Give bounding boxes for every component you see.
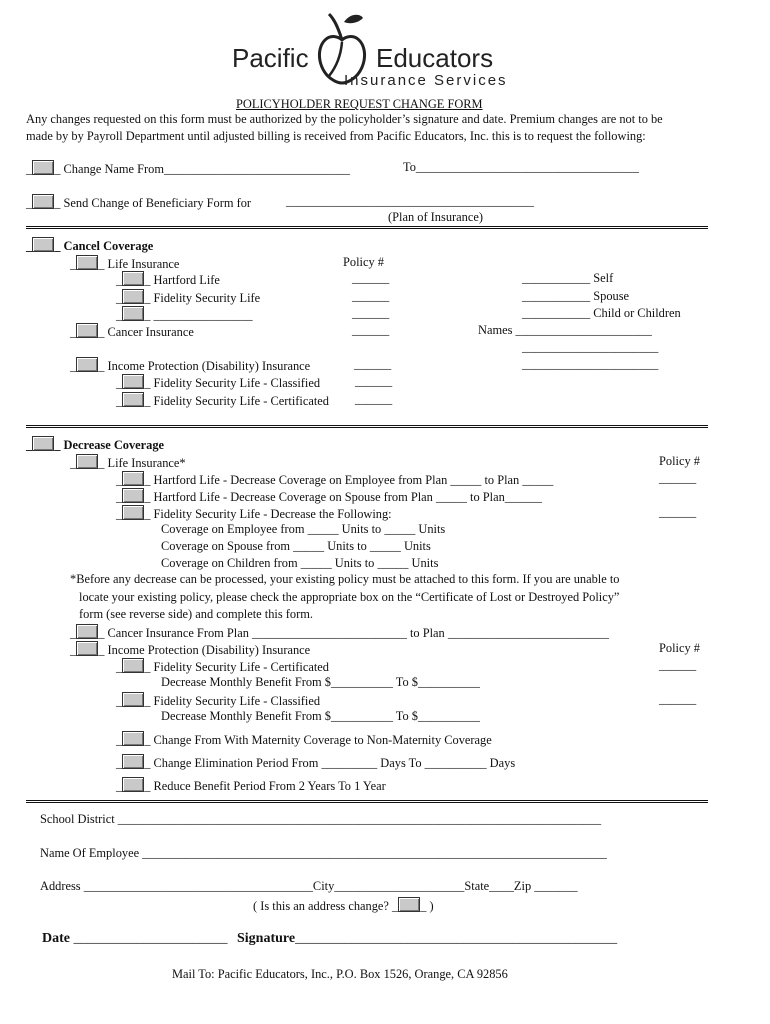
decrease-benefit-period-row: _ _ Reduce Benefit Period From 2 Years To 1 Year xyxy=(116,779,386,793)
cancel-fsl-certificated-row: _ _ Fidelity Security Life - Certificated xyxy=(116,394,329,408)
decrease-fsl-cert-policy[interactable]: ______ xyxy=(659,658,697,672)
cancel-spouse-field[interactable]: ___________ Spouse xyxy=(522,289,630,303)
beneficiary-label: _ Send Change of Beneficiary Form for xyxy=(54,196,252,210)
decrease-note-line-3: form (see reverse side) and complete this form. xyxy=(79,607,313,621)
mail-to: Mail To: Pacific Educators, Inc., P.O. Box 1526, Orange, CA 92856 xyxy=(172,967,508,981)
change-name-row: _ _ Change Name From______________________________ xyxy=(26,162,350,176)
cancel-policy-header: Policy # xyxy=(343,255,384,269)
cancel-cancer-checkbox[interactable] xyxy=(76,323,98,338)
decrease-cancer-checkbox[interactable] xyxy=(76,624,98,639)
section-divider xyxy=(26,425,708,428)
cancel-income-checkbox[interactable] xyxy=(76,357,98,372)
address-field[interactable]: Address _____________________________________City_____________________State____Zip _______ xyxy=(40,879,578,893)
cancel-cancer-policy[interactable]: ______ xyxy=(352,323,390,337)
decrease-fsl-cert-row: _ _ Fidelity Security Life - Certificated xyxy=(116,660,329,674)
decrease-hartford-sp-row: _ _ Hartford Life - Decrease Coverage on Spouse from Plan _____ to Plan______ xyxy=(116,490,542,504)
decrease-income-policy-header: Policy # xyxy=(659,641,700,655)
cancel-fsl-classified-policy[interactable]: ______ xyxy=(355,374,393,388)
decrease-fsl-checkbox[interactable] xyxy=(122,505,144,520)
cancel-fsl-classified-row: _ _ Fidelity Security Life - Classified xyxy=(116,376,321,390)
cancel-fsl-certificated-checkbox[interactable] xyxy=(122,392,144,407)
decrease-policy-header: Policy # xyxy=(659,454,700,468)
cancel-fidelity-checkbox[interactable] xyxy=(122,289,144,304)
school-district-field[interactable]: School District ______________________________________________________________________________ xyxy=(40,812,602,826)
change-name-to[interactable]: To____________________________________ xyxy=(403,160,639,174)
decrease-benefit-period-checkbox[interactable] xyxy=(122,777,144,792)
decrease-elimination-checkbox[interactable] xyxy=(122,754,144,769)
beneficiary-plan-field[interactable]: ________________________________________ xyxy=(286,194,534,208)
beneficiary-row: _ _ Send Change of Beneficiary Form for xyxy=(26,196,252,210)
decrease-income-checkbox[interactable] xyxy=(76,641,98,656)
cancel-hartford-checkbox[interactable] xyxy=(122,271,144,286)
date-row xyxy=(42,930,617,948)
decrease-cov-children[interactable]: Coverage on Children from _____ Units to _____ Units xyxy=(161,556,439,570)
signature-field[interactable]: ______________________________________________ xyxy=(295,931,618,946)
cancel-self-field[interactable]: ___________ Self xyxy=(522,271,614,285)
date-label: Date xyxy=(42,931,70,946)
decrease-fsl-cert-checkbox[interactable] xyxy=(122,658,144,673)
address-change-row: ( Is this an address change? _ _ ) xyxy=(253,899,434,913)
logo-word-pacific: Pacific xyxy=(232,43,309,73)
cancel-names-line-2[interactable]: ______________________ xyxy=(522,340,659,354)
decrease-cov-employee[interactable]: Coverage on Employee from _____ Units to _____ Units xyxy=(161,522,446,536)
change-name-checkbox[interactable] xyxy=(32,160,54,175)
cancel-income-policy[interactable]: ______ xyxy=(354,357,392,371)
cancel-hartford-row: _ _ Hartford Life xyxy=(116,273,220,287)
beneficiary-checkbox[interactable] xyxy=(32,194,54,209)
cancel-life-row: _ _ Life Insurance xyxy=(70,257,180,271)
decrease-elimination-row: _ _ Change Elimination Period From _________ Days To __________ Days xyxy=(116,756,516,770)
form-title: POLICYHOLDER REQUEST CHANGE FORM xyxy=(236,97,483,111)
cancel-cancer-row: _ _ Cancer Insurance xyxy=(70,325,194,339)
decrease-maternity-checkbox[interactable] xyxy=(122,731,144,746)
employee-name-field[interactable]: Name Of Employee ___________________________________________________________________________ xyxy=(40,846,607,860)
cancel-life-checkbox[interactable] xyxy=(76,255,98,270)
cancel-fsl-certificated-policy[interactable]: ______ xyxy=(355,392,393,406)
cancel-names-field[interactable]: Names ______________________ xyxy=(478,323,652,337)
decrease-cancer-row: _ _ Cancer Insurance From Plan _________________________ to Plan __________________________ xyxy=(70,626,609,640)
decrease-hartford-sp-checkbox[interactable] xyxy=(122,488,144,503)
cancel-fidelity-row: _ _ Fidelity Security Life xyxy=(116,291,261,305)
date-field[interactable]: ______________________ xyxy=(73,931,228,946)
decrease-benefit-2[interactable]: Decrease Monthly Benefit From $__________ To $__________ xyxy=(161,709,480,723)
cancel-income-row: _ _ Income Protection (Disability) Insurance xyxy=(70,359,311,373)
decrease-fsl-policy[interactable]: ______ xyxy=(659,505,697,519)
cancel-other-row: _ _ ________________ xyxy=(116,308,253,322)
cancel-fidelity-policy[interactable]: ______ xyxy=(352,289,390,303)
decrease-life-row: _ _ Life Insurance* xyxy=(70,456,186,470)
decrease-hartford-emp-row: _ _ Hartford Life - Decrease Coverage on Employee from Plan _____ to Plan _____ xyxy=(116,473,554,487)
cancel-hartford-policy[interactable]: ______ xyxy=(352,271,390,285)
decrease-benefit-1[interactable]: Decrease Monthly Benefit From $__________ To $__________ xyxy=(161,675,480,689)
signature-label: Signature xyxy=(237,931,296,946)
change-name-label: _ Change Name From______________________________ xyxy=(54,162,350,176)
decrease-income-row: _ _ Income Protection (Disability) Insurance xyxy=(70,643,311,657)
address-change-checkbox[interactable] xyxy=(398,897,420,912)
cancel-child-field[interactable]: ___________ Child or Children xyxy=(522,306,681,320)
cancel-fsl-classified-checkbox[interactable] xyxy=(122,374,144,389)
cancel-coverage-heading: _ _ Cancel Coverage xyxy=(26,239,154,253)
decrease-fsl-row: _ _ Fidelity Security Life - Decrease the Following: xyxy=(116,507,392,521)
decrease-fsl-class-checkbox[interactable] xyxy=(122,692,144,707)
decrease-life-checkbox[interactable] xyxy=(76,454,98,469)
beneficiary-plan-caption: (Plan of Insurance) xyxy=(388,210,483,224)
decrease-cov-spouse[interactable]: Coverage on Spouse from _____ Units to _____ Units xyxy=(161,539,431,553)
cancel-names-line-3[interactable]: ______________________ xyxy=(522,357,659,371)
section-divider xyxy=(26,800,708,803)
decrease-coverage-heading: _ _ Decrease Coverage xyxy=(26,438,165,452)
cancel-other-checkbox[interactable] xyxy=(122,306,144,321)
decrease-fsl-class-row: _ _ Fidelity Security Life - Classified xyxy=(116,694,321,708)
decrease-fsl-class-policy[interactable]: ______ xyxy=(659,692,697,706)
intro-line-1: Any changes requested on this form must be authorized by the policyholder’s signature and date. Premium changes are not to be xyxy=(26,112,663,126)
decrease-coverage-checkbox[interactable] xyxy=(32,436,54,451)
decrease-hartford-emp-checkbox[interactable] xyxy=(122,471,144,486)
decrease-hartford-emp-policy[interactable]: ______ xyxy=(659,471,697,485)
cancel-coverage-checkbox[interactable] xyxy=(32,237,54,252)
section-divider xyxy=(26,226,708,229)
logo-subtitle: Insurance Services xyxy=(344,72,508,89)
decrease-maternity-row: _ _ Change From With Maternity Coverage to Non-Maternity Coverage xyxy=(116,733,492,747)
logo-word-educators: Educators xyxy=(376,43,494,73)
cancel-other-policy[interactable]: ______ xyxy=(352,306,390,320)
decrease-note-line-1: *Before any decrease can be processed, your existing policy must be attached to this form. If you are unable to xyxy=(70,572,620,586)
decrease-note-line-2: locate your existing policy, please check the appropriate box on the “Certificate of Lost or Destroyed Policy” xyxy=(79,590,620,604)
intro-line-2: made by by Payroll Department until adjusted billing is received from Pacific Educators, Inc. this is to request the following: xyxy=(26,129,646,143)
